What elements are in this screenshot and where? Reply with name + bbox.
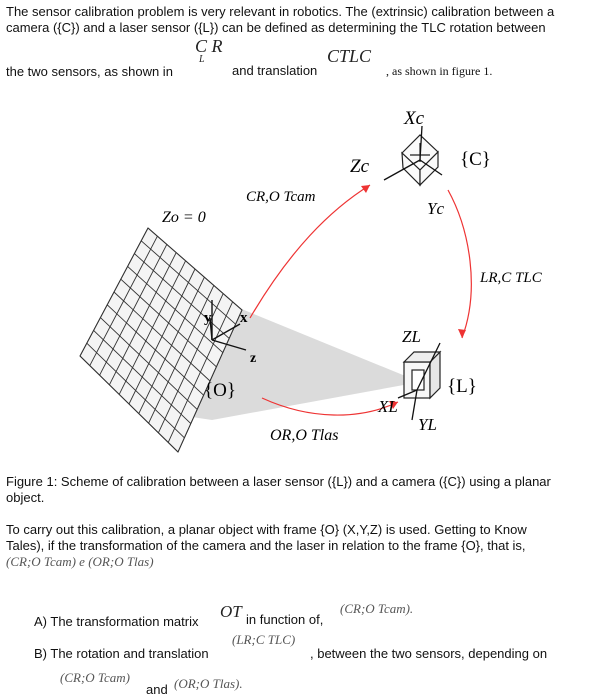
item-a-math-OT: OT [220, 602, 242, 621]
label-Yc: Yc [427, 199, 444, 218]
laser-sensor [404, 352, 440, 398]
label-XL: XL [378, 397, 398, 416]
label-axis-z: z [250, 351, 257, 366]
item-b-text: B) The rotation and translation [34, 646, 209, 661]
label-C-frame: {C} [460, 149, 491, 170]
label-bottom-transform: OR,O Tlas [270, 427, 339, 444]
item-a-mid: in function of, [246, 612, 324, 627]
label-axis-x: x [240, 310, 248, 326]
label-O-frame: {O} [204, 380, 236, 401]
body-line-1: To carry out this calibration, a planar object with frame {O} (X,Y,Z) is used. Getting to Know [6, 522, 527, 537]
math-rotation-sub: L [199, 54, 205, 65]
intro-line-3a: the two sensors, as shown in [6, 64, 173, 79]
item-a-text: A) The transformation matrix [34, 614, 199, 629]
label-Xc: Xc [404, 108, 425, 129]
label-YL: YL [418, 415, 437, 434]
label-axis-y: y [204, 310, 212, 326]
item-b-and: and [146, 682, 168, 697]
label-Zc: Zc [350, 156, 369, 177]
body-line-2: Tales), if the transformation of the camera and the laser in relation to the frame {O}, that is, [6, 538, 526, 553]
arrow-camera-to-laser [448, 190, 471, 338]
caption-line-2: object. [6, 490, 45, 505]
label-top-transform: CR,O Tcam [246, 189, 316, 205]
label-ZL: ZL [402, 327, 421, 346]
item-b-math-1: (LR;C TLC) [232, 632, 296, 647]
intro-line-2: camera ({C}) and a laser sensor ({L}) can be defined as determining the TLC rotation between [6, 20, 546, 35]
label-L-frame: {L} [447, 376, 477, 397]
label-right-transform: LR,C TLC [480, 270, 542, 286]
item-b-math-3: (OR;O Tlas). [174, 676, 243, 691]
caption-line-1: Figure 1: Scheme of calibration between a laser sensor ({L}) and a camera ({C}) using a planar [6, 474, 551, 489]
math-translation-CTLC: CTLC [327, 46, 372, 66]
math-rotation-CR: C R [195, 36, 223, 56]
intro-line-1: The sensor calibration problem is very relevant in robotics. The (extrinsic) calibration between a [6, 4, 555, 19]
body-math-line: (CR;O Tcam) e (OR;O Tlas) [6, 554, 154, 569]
item-b-mid: , between the two sensors, depending on [310, 646, 548, 661]
intro-line-3b: and translation [232, 63, 318, 78]
label-Zo: Zo = 0 [162, 209, 206, 226]
intro-line-3c: , as shown in figure 1. [386, 64, 493, 78]
item-a-math-2: (CR;O Tcam). [340, 601, 414, 616]
item-b-math-2: (CR;O Tcam) [60, 670, 130, 685]
